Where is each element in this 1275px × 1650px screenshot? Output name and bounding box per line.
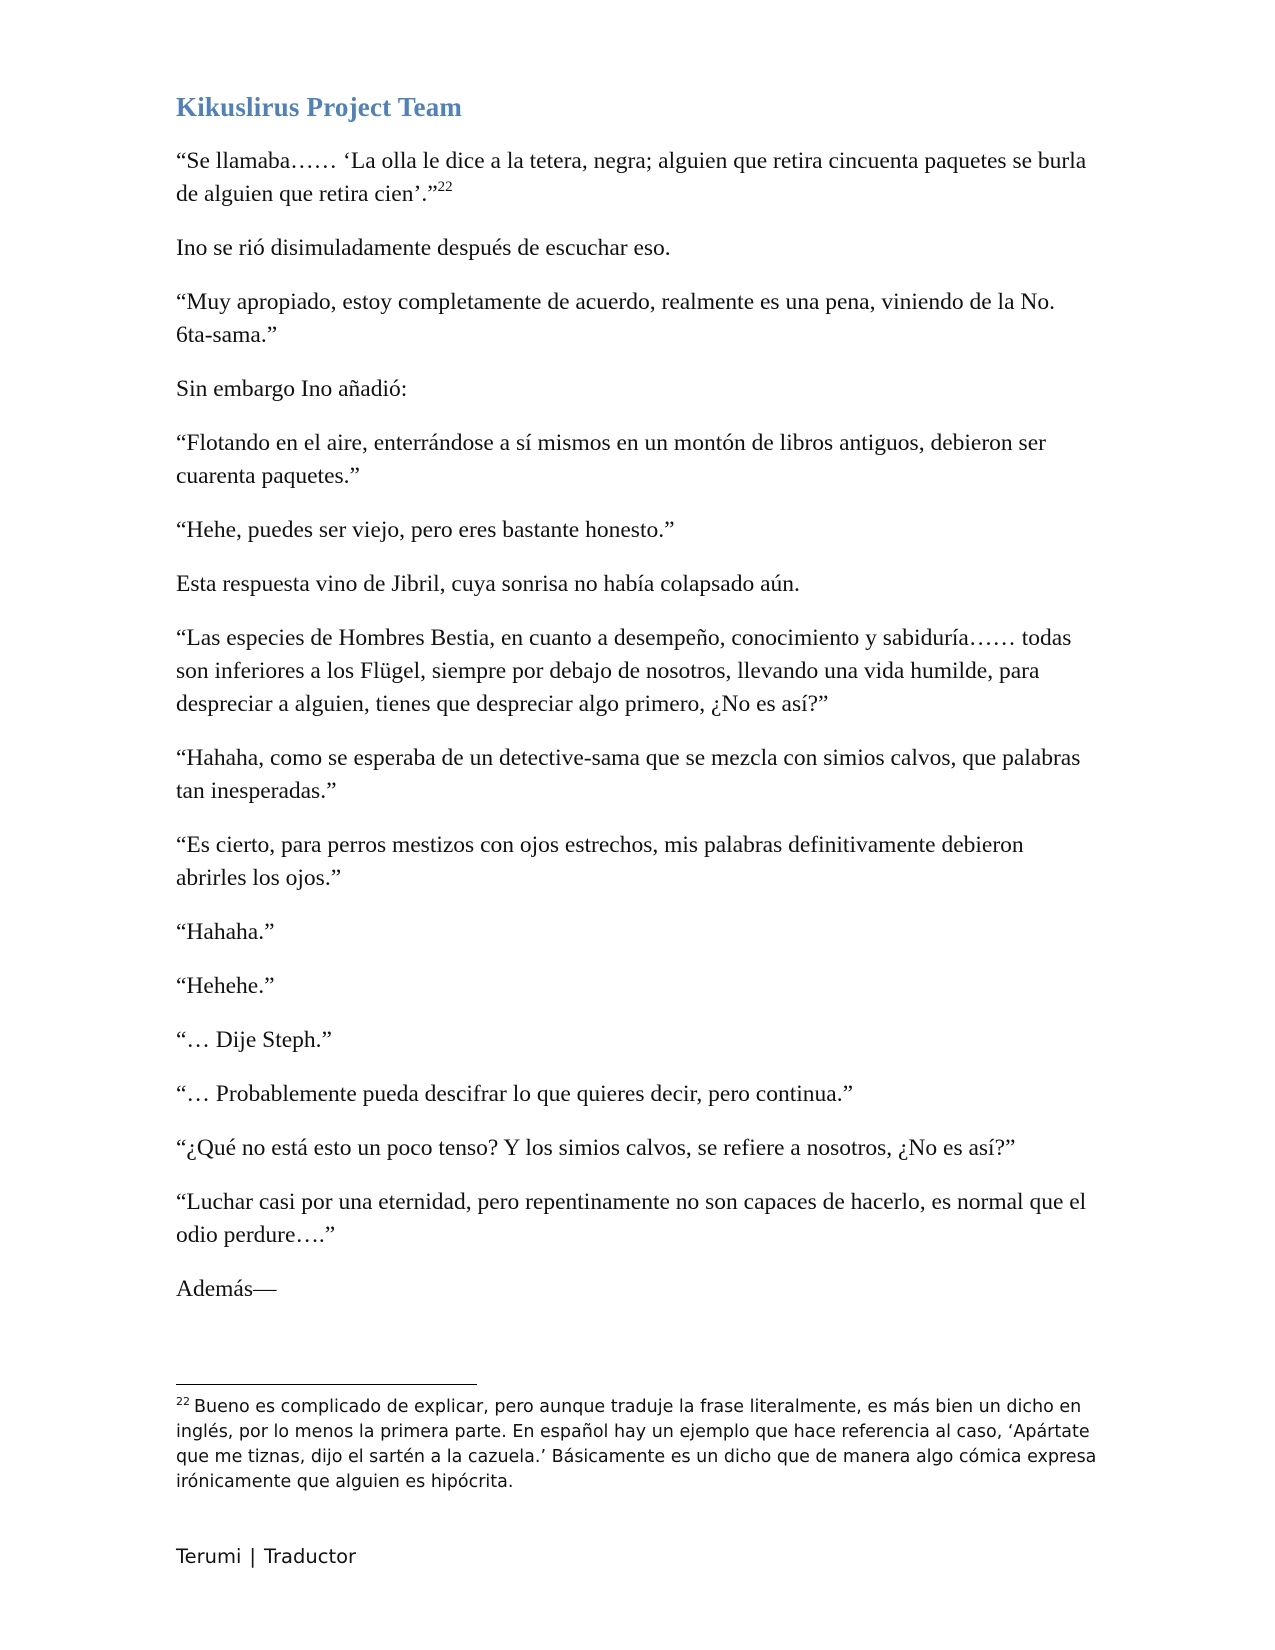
footnote-separator [176,1384,477,1385]
header-title: Kikuslirus Project Team [176,92,463,122]
paragraph: Ino se rió disimuladamente después de escuchar eso. [176,235,671,261]
paragraph: “Luchar casi por una eternidad, pero repentinamente no son capaces de hacerlo, es normal que el odio perdure….” [176,1189,1087,1248]
paragraph: “Hahaha.” [176,919,275,945]
footnote [176,1395,1106,1495]
footnote-number: 22 [176,1395,190,1408]
paragraph: Sin embargo Ino añadió: [176,376,408,402]
paragraph: Esta respuesta vino de Jibril, cuya sonrisa no había colapsado aún. [176,571,800,597]
paragraph-text: “Se llamaba…… ‘La olla le dice a la tetera, negra; alguien que retira cincuenta paquetes se burla de alguien que retira cien’.” [176,148,1087,207]
paragraph: “Hahaha, como se esperaba de un detective-sama que se mezcla con simios calvos, que palabras tan inesperadas.” [176,745,1081,804]
page-footer [176,1545,356,1568]
paragraph: “Flotando en el aire, enterrándose a sí mismos en un montón de libros antiguos, debieron ser cuarenta paquetes.” [176,430,1046,489]
footer-name: Terumi [176,1545,242,1568]
paragraph: “Las especies de Hombres Bestia, en cuanto a desempeño, conocimiento y sabiduría…… todas son inferiores a los Flügel, siempre por debajo de nosotros, llevando una vida humilde, para despreciar a alguien, tienes que despreciar algo primero, ¿No es así?” [176,625,1072,717]
footnote-text: Bueno es complicado de explicar, pero aunque traduje la frase literalmente, es más bien un dicho en inglés, por lo menos la primera parte. En español hay un ejemplo que hace referencia al caso, ‘Apártate que me tiznas, dijo el sartén a la cazuela.’ Básicamente es un dicho que de manera algo cómica expresa irónicamente que alguien es hipócrita. [176,1397,1097,1492]
paragraph: Además— [176,1276,277,1302]
footer-role: Traductor [263,1545,357,1568]
footnote-reference: 22 [437,179,453,195]
paragraph: “Muy apropiado, estoy completamente de acuerdo, realmente es una pena, viniendo de la No. 6ta-sama.” [176,289,1055,348]
paragraph: “Es cierto, para perros mestizos con ojos estrechos, mis palabras definitivamente debieron abrirles los ojos.” [176,832,1024,891]
paragraph: “¿Qué no está esto un poco tenso? Y los simios calvos, se refiere a nosotros, ¿No es así?” [176,1135,1016,1161]
paragraph: “Hehe, puedes ser viejo, pero eres bastante honesto.” [176,517,675,543]
body-text [176,145,1096,1327]
footer-separator: | [249,1545,256,1568]
paragraph: “Hehehe.” [176,973,275,999]
paragraph [176,145,1096,211]
paragraph: “… Dije Steph.” [176,1027,332,1053]
paragraph: “… Probablemente pueda descifrar lo que quieres decir, pero continua.” [176,1081,854,1107]
